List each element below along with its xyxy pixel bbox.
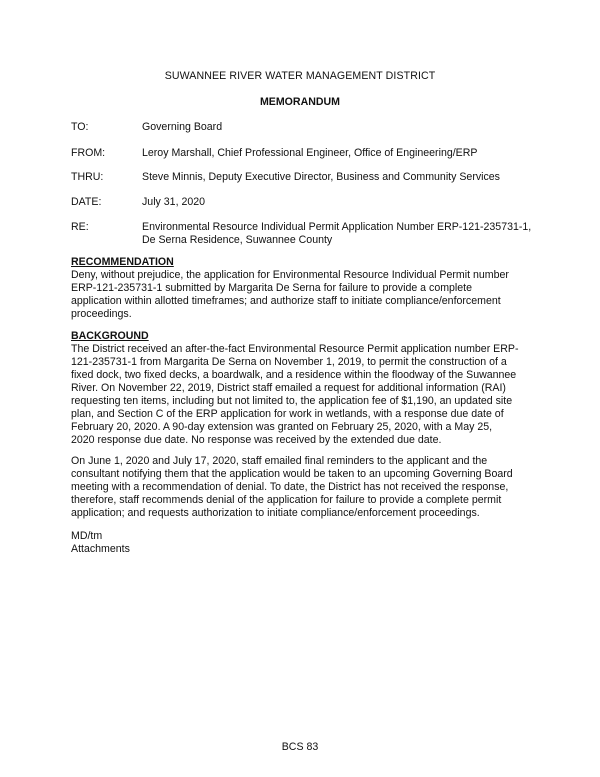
header-label-from: FROM: bbox=[71, 147, 106, 159]
header-label-to: TO: bbox=[71, 121, 89, 133]
header-value-re: Environmental Resource Individual Permit Application Number ERP-121-235731-1, De Serna Residence, Suwannee County bbox=[142, 221, 532, 246]
page-number: BCS 83 bbox=[281, 741, 319, 753]
recommendation-heading: RECOMMENDATION bbox=[71, 256, 174, 268]
background-heading: BACKGROUND bbox=[71, 330, 149, 342]
recommendation-section bbox=[71, 256, 533, 321]
organization-name: SUWANNEE RIVER WATER MANAGEMENT DISTRICT bbox=[164, 70, 436, 82]
header-label-re: RE: bbox=[71, 221, 89, 233]
header-value-to: Governing Board bbox=[142, 121, 223, 133]
background-body: The District received an after-the-fact Environmental Resource Permit application number ERP- 121-235731-1 from Margarita De Serna on November 1, 2019, to permit the construction of a fixed dock, two fixed decks, a boardwalk, and a residence within the floodway of the Suwannee River. On November 22, 2019, District staff emailed a request for additional information (RAI) requesting ten items, including but not limited to, the application fee of $1,190, an updated site plan, and Section C of the ERP application for work in wetlands, with a response due date of February 20, 2020. A 90-day extension was granted on February 25, 2020, with a May 25, 2020 response due date. No response was received by the extended due date. bbox=[71, 343, 519, 446]
header-label-thru: THRU: bbox=[71, 171, 104, 183]
header-value-date: July 31, 2020 bbox=[142, 196, 206, 208]
background-section bbox=[71, 330, 533, 447]
memo-title: MEMORANDUM bbox=[259, 96, 341, 108]
header-value-from: Leroy Marshall, Chief Professional Engineer, Office of Engineering/ERP bbox=[142, 147, 478, 159]
attachments-label: Attachments bbox=[71, 543, 130, 555]
header-label-date: DATE: bbox=[71, 196, 102, 208]
recommendation-body: Deny, without prejudice, the application for Environmental Resource Individual Permit number ERP-121-235731-1 submitted by Margarita De Serna for failure to provide a complete application within allotted timeframes; and authorize staff to initiate compliance/enforcement proceedings. bbox=[71, 269, 509, 320]
initials: MD/tm bbox=[71, 530, 103, 542]
header-value-thru: Steve Minnis, Deputy Executive Director, Business and Community Services bbox=[142, 171, 500, 183]
background-paragraph-2: On June 1, 2020 and July 17, 2020, staff emailed final reminders to the applicant and the consultant notifying them that the application would be taken to an upcoming Governing Board meeting with a recommendation of denial. To date, the District has not received the response, therefore, staff recommends denial of the application for failure to provide a complete permit application; and requests authorization to initiate compliance/enforcement proceedings. bbox=[71, 455, 513, 519]
